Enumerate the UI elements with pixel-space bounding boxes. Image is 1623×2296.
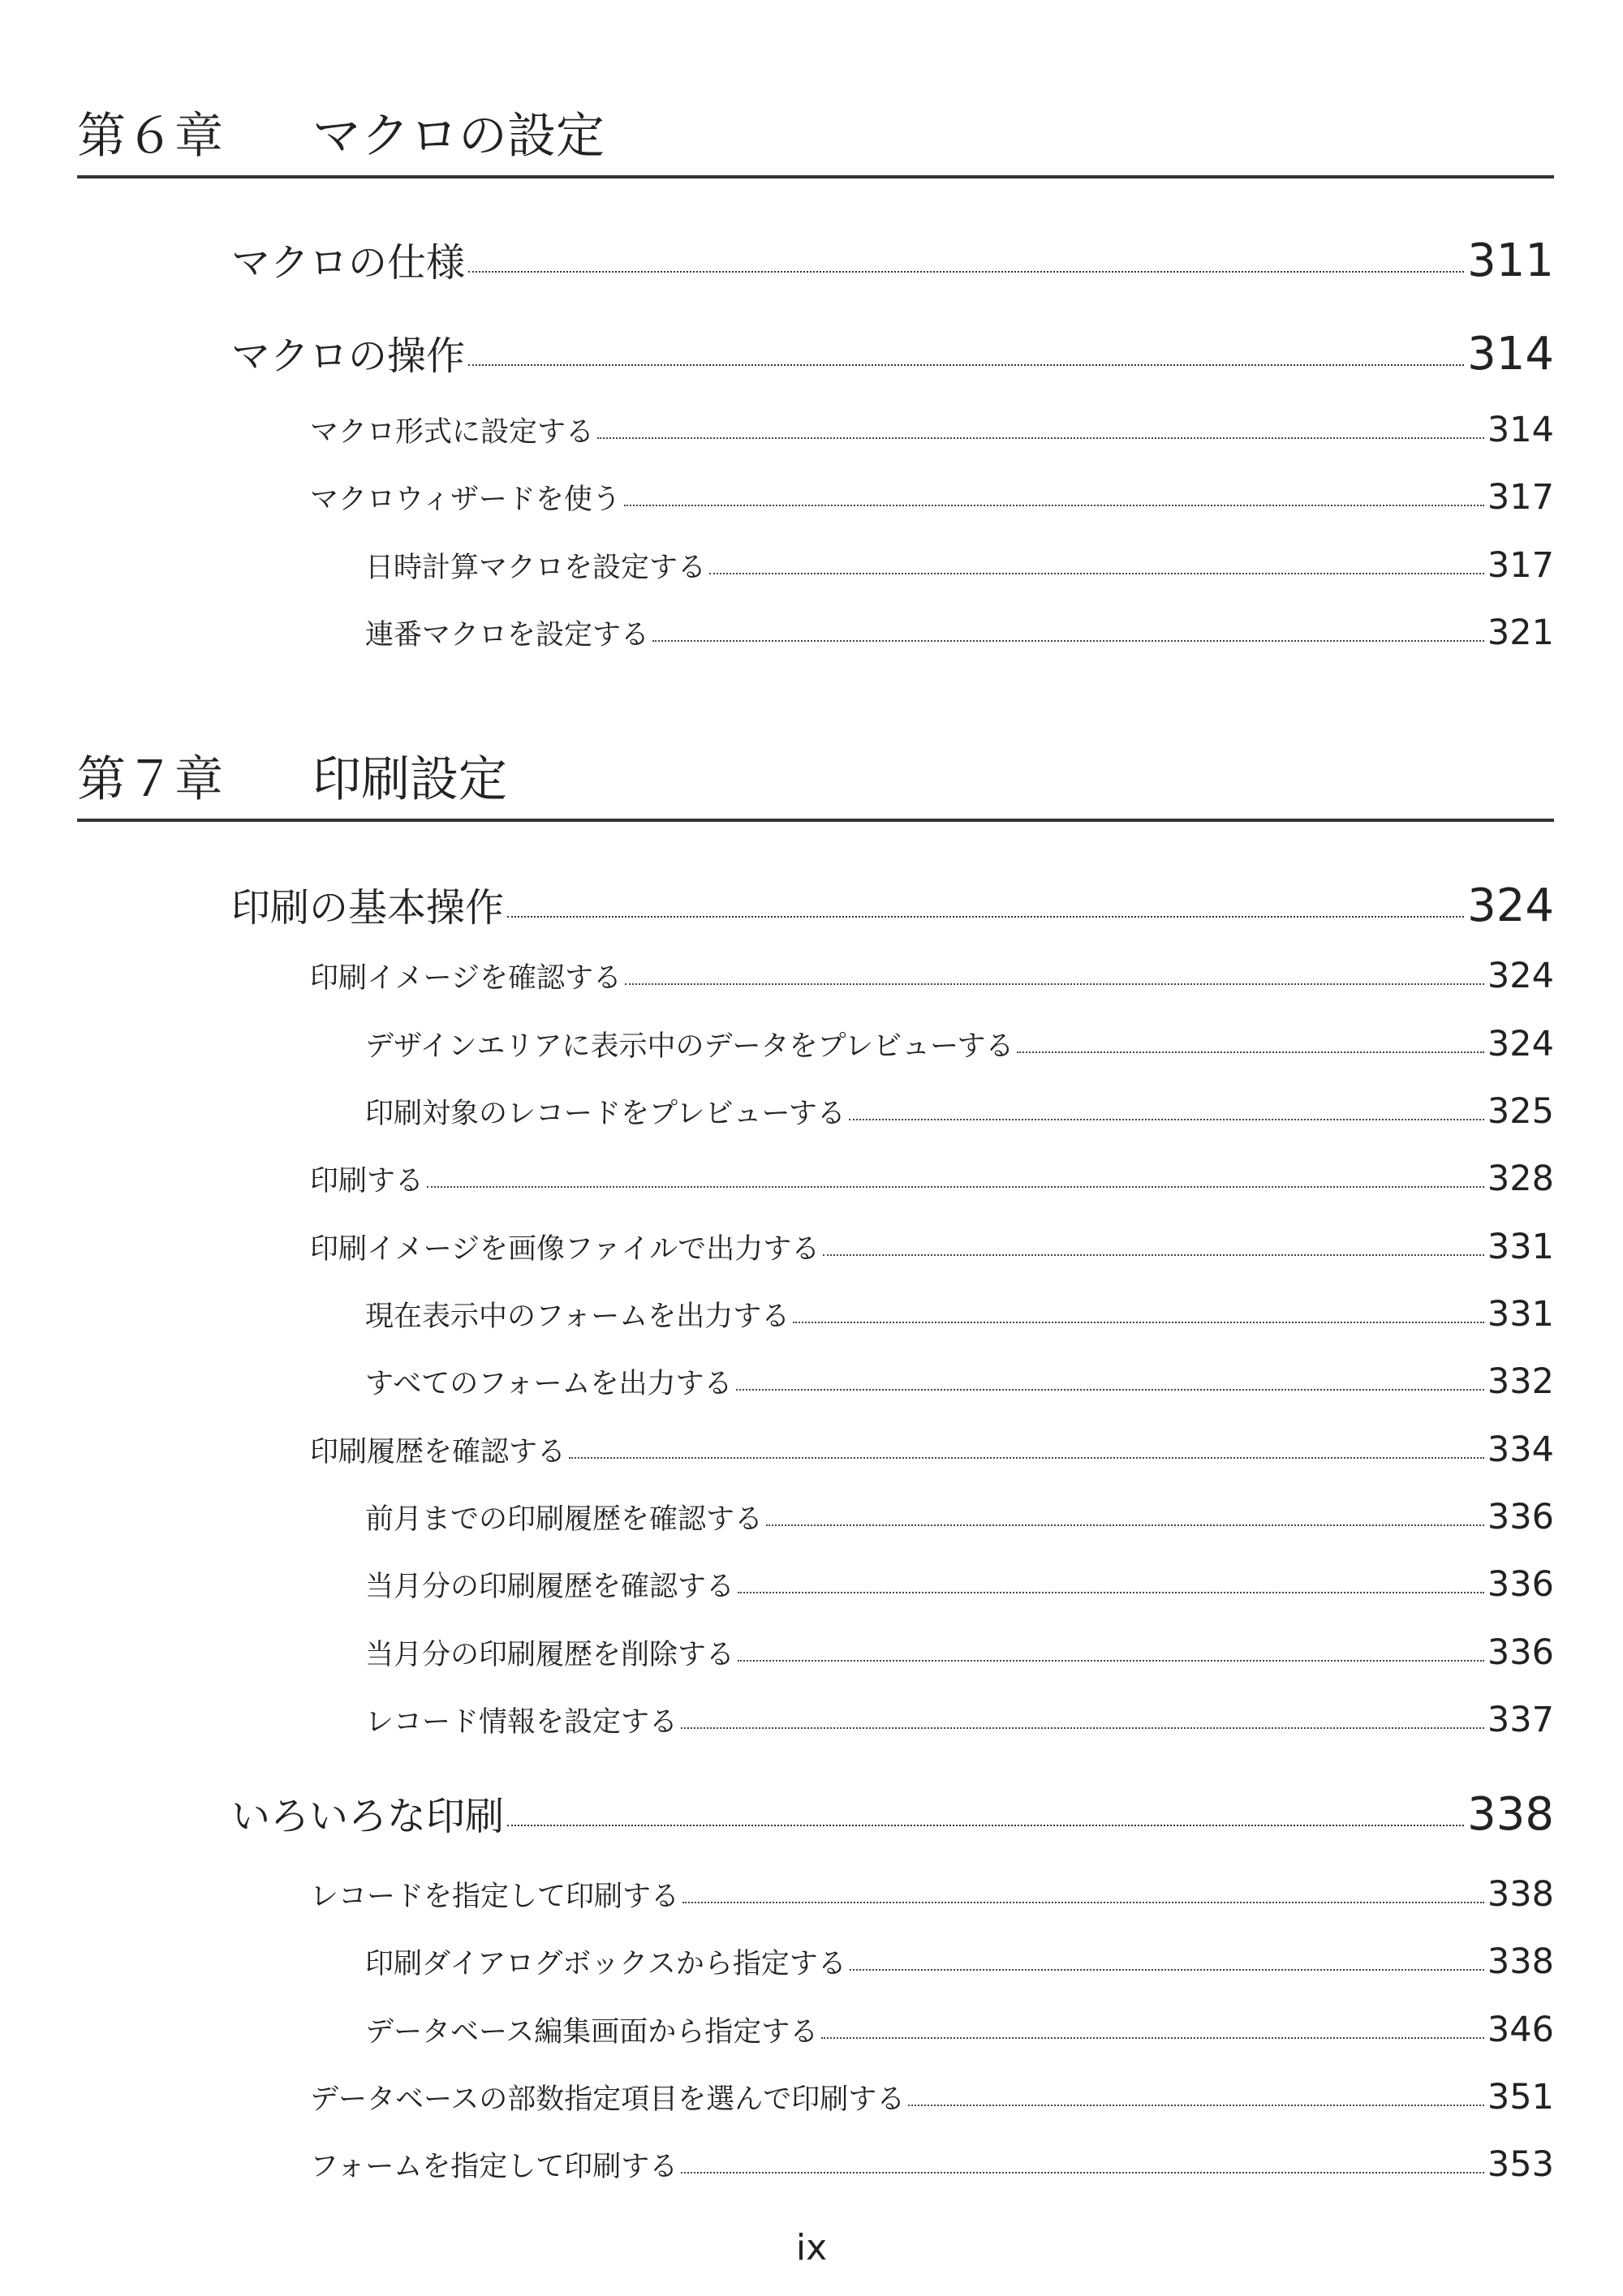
toc-entry-level-2[interactable]: [310, 1430, 1554, 1470]
dot-leader: [682, 1902, 1484, 1903]
page-number: ix: [795, 2227, 828, 2268]
toc-entry-level-1[interactable]: [231, 1785, 1554, 1841]
dot-leader: [821, 2037, 1484, 2039]
toc-entry-title: デザインエリアに表示中のデータをプレビューする: [365, 1030, 1014, 1063]
toc-entry-page-number: 332: [1487, 1361, 1554, 1402]
chapter-heading: [77, 724, 1554, 822]
toc-entry-title: フォームを指定して印刷する: [310, 2151, 678, 2183]
dot-leader: [793, 1322, 1484, 1323]
toc-entry-title: 当月分の印刷履歴を確認する: [365, 1571, 735, 1603]
dot-leader: [624, 505, 1484, 506]
toc-entry-page-number: 331: [1487, 1227, 1554, 1267]
toc-entry-level-2[interactable]: [310, 2077, 1554, 2118]
toc-entry-level-1[interactable]: [231, 325, 1554, 381]
toc-entry-title: レコード情報を設定する: [365, 1706, 678, 1739]
toc-entry-level-2[interactable]: [310, 410, 1554, 450]
toc-entry-level-3[interactable]: [365, 1564, 1554, 1605]
dot-leader: [597, 437, 1484, 439]
dot-leader: [709, 573, 1484, 574]
toc-entry-level-3[interactable]: [365, 545, 1554, 586]
chapter-number: 第６章: [77, 108, 223, 165]
dot-leader: [468, 364, 1464, 366]
toc-entry-page-number: 334: [1487, 1430, 1554, 1470]
toc-entry-title: 印刷イメージを確認する: [310, 962, 622, 995]
toc-entry-page-number: 338: [1467, 1788, 1554, 1841]
dot-leader: [738, 1660, 1484, 1662]
toc-entry-title: 印刷イメージを画像ファイルで出力する: [310, 1233, 820, 1266]
toc-entry-level-3[interactable]: [365, 1091, 1554, 1132]
toc-entry-level-2[interactable]: [310, 956, 1554, 996]
toc-entry-page-number: 328: [1487, 1159, 1554, 1199]
dot-leader: [850, 1969, 1484, 1971]
toc-entry-level-3[interactable]: [365, 1361, 1554, 1402]
chapter-heading: [77, 81, 1554, 178]
dot-leader: [652, 640, 1484, 642]
dot-leader: [625, 983, 1484, 985]
toc-entry-title: データベース編集画面から指定する: [365, 2016, 819, 2049]
toc-entry-title: マクロ形式に設定する: [310, 416, 595, 449]
toc-entry-level-3[interactable]: [365, 1700, 1554, 1740]
toc-entry-level-3[interactable]: [365, 1632, 1554, 1673]
toc-entry-page-number: 346: [1487, 2010, 1554, 2050]
toc-entry-page-number: 331: [1487, 1294, 1554, 1335]
chapter-title: 印刷設定: [312, 751, 507, 808]
toc-entry-title: すべてのフォームを出力する: [365, 1368, 733, 1400]
toc-entry-page-number: 336: [1487, 1497, 1554, 1537]
toc-entry-level-3[interactable]: [365, 613, 1554, 653]
toc-entry-page-number: 337: [1487, 1700, 1554, 1740]
dot-leader: [468, 271, 1464, 273]
dot-leader: [766, 1524, 1484, 1526]
toc-entry-title: 当月分の印刷履歴を削除する: [365, 1639, 735, 1671]
toc-entry-title: マクロウィザードを使う: [310, 484, 621, 516]
toc-entry-page-number: 338: [1487, 1941, 1554, 1982]
dot-leader: [1017, 1051, 1484, 1053]
toc-entry-page-number: 321: [1487, 613, 1554, 653]
toc-entry-title: 印刷対象のレコードをプレビューする: [365, 1098, 846, 1130]
toc-entry-title: 現在表示中のフォームを出力する: [365, 1301, 790, 1333]
toc-entry-page-number: 317: [1487, 545, 1554, 586]
dot-leader: [427, 1186, 1484, 1188]
toc-entry-page-number: 314: [1487, 410, 1554, 450]
chapter-number: 第７章: [77, 751, 223, 808]
toc-entry-title: データベースの部数指定項目を選んで印刷する: [310, 2083, 906, 2116]
toc-entry-level-2[interactable]: [310, 1227, 1554, 1267]
toc-entry-page-number: 351: [1487, 2077, 1554, 2118]
toc-entry-title: 前月までの印刷履歴を確認する: [365, 1503, 764, 1536]
dot-leader: [736, 1389, 1484, 1391]
toc-entry-page-number: 338: [1487, 1874, 1554, 1915]
toc-entry-page-number: 324: [1487, 1024, 1554, 1064]
toc-entry-page-number: 353: [1487, 2144, 1554, 2185]
dot-leader: [681, 1727, 1484, 1729]
dot-leader: [507, 1825, 1464, 1826]
chapter-title: マクロの設定: [312, 108, 605, 165]
toc-entry-level-3[interactable]: [365, 1941, 1554, 1982]
toc-entry-level-3[interactable]: [365, 2010, 1554, 2050]
toc-entry-title: 印刷する: [310, 1165, 424, 1197]
toc-entry-title: いろいろな印刷: [231, 1794, 505, 1839]
toc-entry-title: 印刷履歴を確認する: [310, 1436, 566, 1468]
toc-entry-level-2[interactable]: [310, 477, 1554, 518]
dot-leader: [823, 1254, 1484, 1256]
toc-entry-title: マクロの操作: [231, 333, 466, 379]
toc-entry-title: 連番マクロを設定する: [365, 619, 650, 651]
toc-entry-page-number: 336: [1487, 1564, 1554, 1605]
dot-leader: [507, 916, 1464, 918]
toc-entry-page-number: 314: [1467, 328, 1554, 381]
toc-entry-level-1[interactable]: [231, 231, 1554, 287]
toc-entry-page-number: 324: [1487, 956, 1554, 996]
toc-entry-title: レコードを指定して印刷する: [310, 1881, 680, 1913]
toc-entry-level-3[interactable]: [365, 1497, 1554, 1537]
toc-entry-level-3[interactable]: [365, 1024, 1554, 1064]
toc-entry-page-number: 317: [1487, 477, 1554, 518]
toc-entry-page-number: 324: [1467, 879, 1554, 932]
toc-entry-page-number: 311: [1467, 234, 1554, 287]
dot-leader: [908, 2105, 1484, 2106]
toc-entry-level-1[interactable]: [231, 876, 1554, 932]
toc-entry-page-number: 336: [1487, 1632, 1554, 1673]
toc-entry-level-2[interactable]: [310, 2144, 1554, 2185]
toc-entry-level-2[interactable]: [310, 1159, 1554, 1199]
toc-entry-page-number: 325: [1487, 1091, 1554, 1132]
dot-leader: [681, 2172, 1484, 2173]
toc-entry-level-2[interactable]: [310, 1874, 1554, 1915]
toc-entry-title: 印刷の基本操作: [231, 885, 505, 931]
toc-entry-level-3[interactable]: [365, 1294, 1554, 1335]
dot-leader: [849, 1119, 1484, 1120]
toc-entry-title: 日時計算マクロを設定する: [365, 552, 707, 584]
toc-entry-title: マクロの仕様: [231, 240, 466, 286]
dot-leader: [738, 1592, 1484, 1593]
dot-leader: [569, 1457, 1484, 1459]
toc-entry-title: 印刷ダイアログボックスから指定する: [365, 1948, 846, 1980]
